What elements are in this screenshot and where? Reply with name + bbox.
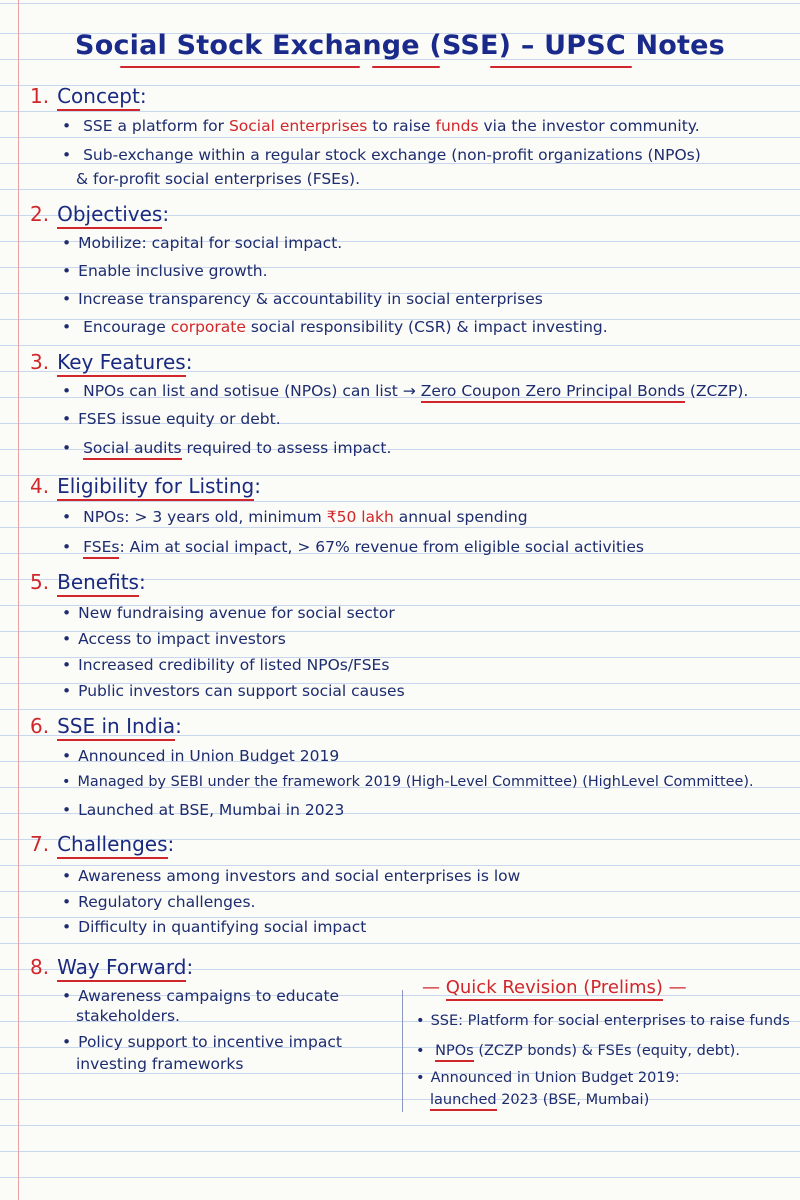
- item-underlined: launched: [430, 1092, 497, 1111]
- item-text: required to assess impact.: [181, 439, 392, 457]
- item-underlined: Zero Coupon Zero Principal Bonds: [421, 382, 685, 403]
- item-text: Policy support to incentive impact: [78, 1033, 342, 1051]
- section-colon: :: [254, 474, 261, 498]
- section-number: 6.: [30, 714, 50, 738]
- section-title: SSE in India: [57, 714, 175, 741]
- item-text: FSES issue equity or debt.: [78, 410, 281, 428]
- quick-revision-title: [422, 977, 687, 998]
- title-main: Social Stock Exchange (SSE): [75, 30, 512, 61]
- section-heading-benefits: [30, 570, 146, 594]
- item-text: annual spending: [393, 508, 528, 526]
- item-text: Awareness among investors and social enterprises is low: [78, 867, 521, 885]
- item-text: SSE a platform for: [83, 117, 229, 135]
- item-text: Increased credibility of listed NPOs/FSEs: [78, 656, 390, 674]
- title-dash-right: —: [668, 977, 687, 998]
- margin-line: [18, 0, 19, 1200]
- item-underlined: NPOs: [435, 1043, 474, 1062]
- item-text: Mobilize: capital for social impact.: [78, 234, 343, 252]
- section-heading-sse-india: [30, 714, 182, 738]
- item-text: (ZCZP bonds) & FSEs (equity, debt).: [473, 1043, 740, 1059]
- quick-revision-item: [416, 1070, 680, 1086]
- list-item: [62, 290, 543, 308]
- section-heading-way-forward: [30, 955, 193, 979]
- list-item: [62, 117, 700, 135]
- item-text: : Aim at social impact, > 67% revenue from eligible social activities: [119, 538, 644, 556]
- item-text: (ZCZP).: [684, 382, 749, 400]
- item-text: Access to impact investors: [78, 630, 286, 648]
- title-underline-mid: [372, 66, 440, 68]
- quick-revision-item: [416, 1043, 740, 1059]
- list-item: [62, 508, 528, 526]
- section-title: Concept: [57, 84, 140, 111]
- list-item: [62, 867, 520, 885]
- section-number: 1.: [30, 84, 50, 108]
- item-underlined: Social audits: [83, 439, 182, 460]
- item-text: 2023 (BSE, Mumbai): [496, 1092, 650, 1108]
- list-item: [62, 747, 339, 765]
- item-text: Launched at BSE, Mumbai in 2023: [78, 801, 345, 819]
- item-highlight: ₹50 lakh: [326, 508, 394, 526]
- title-underline-right: [490, 66, 632, 68]
- list-item-continuation: investing frameworks: [76, 1055, 244, 1073]
- item-highlight: corporate: [170, 318, 246, 336]
- section-title: Objectives: [57, 202, 162, 229]
- list-item: [62, 439, 391, 457]
- item-text: Enable inclusive growth.: [78, 262, 268, 280]
- list-item: [62, 234, 342, 252]
- list-item: [62, 682, 405, 700]
- list-item: [62, 987, 339, 1005]
- section-colon: :: [162, 202, 170, 226]
- item-text: Public investors can support social causes: [78, 682, 405, 700]
- list-item: [62, 893, 255, 911]
- section-number: 8.: [30, 955, 50, 979]
- section-number: 5.: [30, 570, 50, 594]
- section-title: Key Features: [57, 350, 186, 377]
- list-item: [62, 318, 608, 336]
- quick-revision-item: [416, 1013, 790, 1029]
- list-item: [62, 1033, 342, 1051]
- item-text: via the investor community.: [478, 117, 700, 135]
- item-text: Announced in Union Budget 2019: [78, 747, 340, 765]
- list-item: [62, 382, 748, 400]
- section-number: 4.: [30, 474, 50, 498]
- item-highlight: Social enterprises: [228, 117, 368, 135]
- item-text: NPOs: > 3 years old, minimum: [83, 508, 327, 526]
- item-text: Difficulty in quantifying social impact: [78, 918, 367, 936]
- title-sub: UPSC Notes: [544, 30, 725, 61]
- list-item: [62, 262, 268, 280]
- section-colon: :: [175, 714, 182, 738]
- section-heading-concept: [30, 84, 147, 108]
- item-text: to raise: [367, 117, 436, 135]
- item-text: Awareness campaigns to educate: [78, 987, 340, 1005]
- section-colon: :: [167, 832, 175, 856]
- item-text: Sub-exchange within a regular stock exchange (non-profit organizations (NPOs): [83, 146, 701, 164]
- section-colon: :: [138, 570, 146, 594]
- item-text: social responsibility (CSR) & impact investing.: [245, 318, 608, 336]
- section-heading-objectives: [30, 202, 169, 226]
- item-text: Announced in Union Budget 2019:: [430, 1070, 680, 1086]
- section-number: 2.: [30, 202, 50, 226]
- item-text: Encourage: [83, 318, 171, 336]
- list-item: [62, 774, 754, 790]
- section-colon: :: [185, 350, 193, 374]
- section-title: Way Forward: [57, 955, 186, 982]
- title-underline-left: [120, 66, 360, 68]
- quick-revision-divider: [402, 990, 403, 1112]
- list-item: [62, 146, 701, 164]
- title-dash-left: —: [422, 977, 440, 998]
- item-text: Increase transparency & accountability in social enterprises: [78, 290, 543, 308]
- section-colon: :: [186, 955, 194, 979]
- list-item-continuation: stakeholders.: [76, 1007, 180, 1025]
- item-underlined: FSEs: [83, 538, 119, 559]
- section-title: Challenges: [57, 832, 167, 859]
- quick-revision-heading: Quick Revision (Prelims): [446, 977, 663, 1001]
- section-title: Benefits: [57, 570, 139, 597]
- list-item-continuation: & for-profit social enterprises (FSEs).: [76, 170, 361, 188]
- section-title: Eligibility for Listing: [57, 474, 254, 501]
- list-item: [62, 656, 389, 674]
- page-title: [0, 30, 800, 61]
- section-number: 3.: [30, 350, 50, 374]
- quick-revision-continuation: [430, 1092, 649, 1108]
- item-text: Managed by SEBI under the framework 2019 (High-Level Committee) (HighLevel Committee).: [77, 774, 754, 790]
- item-text: New fundraising avenue for social sector: [78, 604, 395, 622]
- section-colon: :: [139, 84, 147, 108]
- section-heading-key-features: [30, 350, 192, 374]
- item-text: Regulatory challenges.: [78, 893, 256, 911]
- item-highlight: funds: [435, 117, 479, 135]
- title-dash: –: [511, 30, 545, 61]
- item-text: SSE: Platform for social enterprises to raise funds: [430, 1013, 790, 1029]
- section-heading-challenges: [30, 832, 174, 856]
- list-item: [62, 538, 644, 556]
- list-item: [62, 918, 366, 936]
- list-item: [62, 410, 281, 428]
- section-heading-eligibility: [30, 474, 261, 498]
- item-text: NPOs can list and sotisue (NPOs) can list →: [83, 382, 421, 400]
- section-number: 7.: [30, 832, 50, 856]
- list-item: [62, 801, 344, 819]
- list-item: [62, 630, 286, 648]
- list-item: [62, 604, 395, 622]
